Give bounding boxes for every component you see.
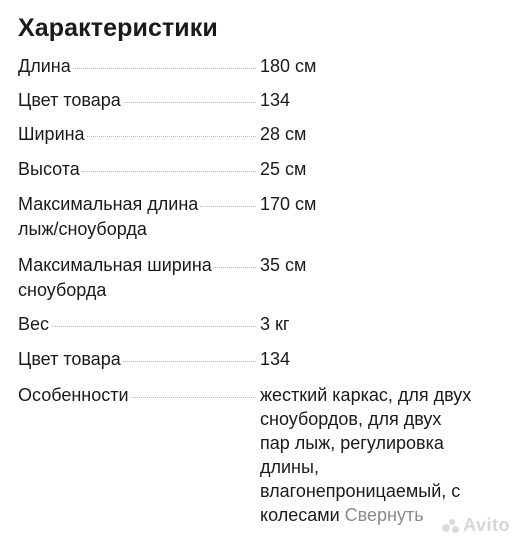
spec-value: 170 см [260, 194, 317, 214]
spec-label: Особенности [18, 385, 129, 405]
spec-label-line2: лыж/сноуборда [18, 219, 147, 239]
watermark-text: Avito [463, 515, 510, 535]
spec-label-line1: Максимальная длина [18, 194, 199, 214]
spec-label: Высота [18, 159, 80, 179]
feature-line: колесами [260, 505, 340, 525]
leader-dots [131, 397, 256, 398]
leader-dots [51, 326, 256, 327]
leader-dots [82, 171, 256, 172]
avito-logo-icon [442, 519, 460, 533]
spec-value: 35 см [260, 255, 307, 275]
spec-label-line2: сноуборда [18, 280, 107, 300]
spec-value: 134 [260, 90, 291, 110]
spec-label: Цвет товара [18, 349, 121, 369]
feature-line: пар лыж, регулировка [260, 433, 444, 453]
collapse-link[interactable]: Свернуть [344, 505, 424, 525]
spec-value: 180 см [260, 56, 317, 76]
spec-value-features [260, 383, 500, 527]
page-title: Характеристики [18, 14, 218, 42]
feature-line: влагонепроницаемый, с [260, 481, 461, 501]
leader-dots [123, 361, 256, 362]
leader-dots [73, 68, 256, 69]
feature-line: сноубордов, для двух [260, 409, 442, 429]
spec-label: Цвет товара [18, 90, 121, 110]
feature-line: жесткий каркас, для двух [260, 385, 472, 405]
leader-dots [214, 267, 256, 268]
spec-label: Длина [18, 56, 71, 76]
leader-dots [87, 136, 256, 137]
spec-label: Ширина [18, 124, 85, 144]
feature-line: длины, [260, 457, 319, 477]
spec-label: Вес [18, 314, 50, 334]
spec-value: 134 [260, 349, 291, 369]
avito-watermark [442, 515, 510, 536]
spec-value: 25 см [260, 159, 307, 179]
spec-value: 28 см [260, 124, 307, 144]
spec-label-line1: Максимальная ширина [18, 255, 212, 275]
spec-value: 3 кг [260, 314, 290, 334]
leader-dots [123, 102, 256, 103]
leader-dots [200, 206, 256, 207]
